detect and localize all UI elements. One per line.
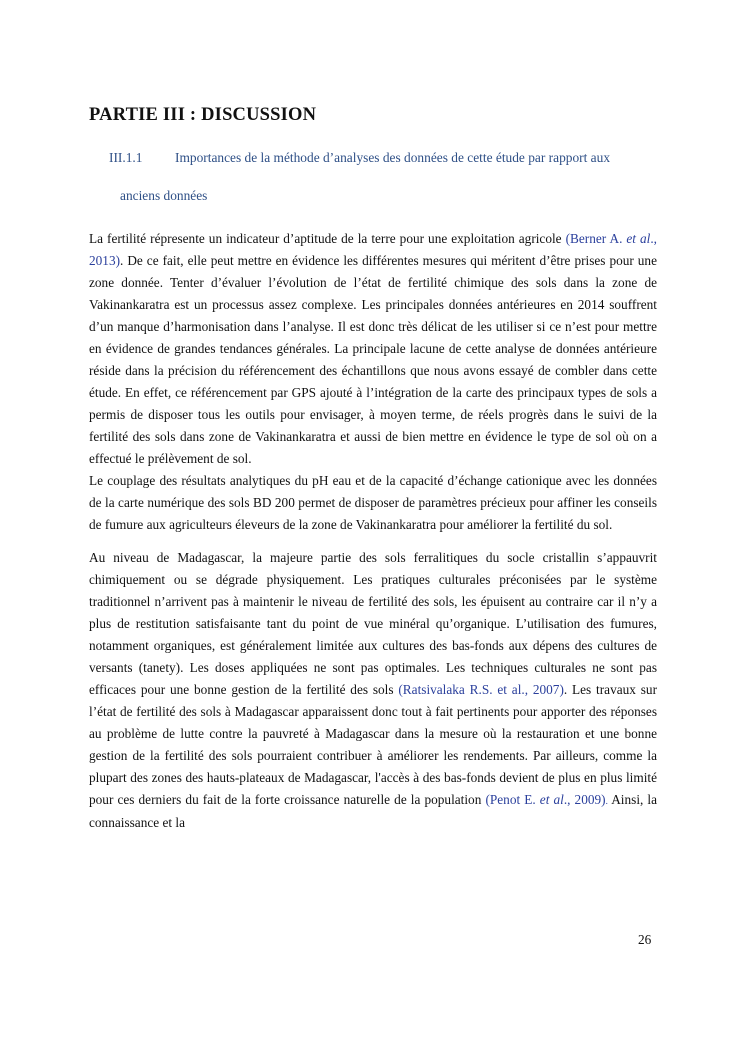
citation-berner-etal: et al — [626, 231, 651, 246]
paragraph-3-text-c: Ainsi, la connaissance et la — [89, 792, 658, 830]
page-title: PARTIE III : DISCUSSION — [89, 105, 317, 125]
section-heading — [109, 150, 669, 214]
section-title-line1: Importances de la méthode d’analyses des données de cette étude par rapport aux — [175, 150, 611, 165]
section-title-line2: anciens données — [120, 188, 208, 203]
paragraph-2: Le couplage des résultats analytiques du pH eau et de la capacité d’échange cationique avec les données de la carte numérique des sols BD 200 permet de disposer de paramètres précieux pour affiner les conseils de fumure aux agriculteurs éleveurs de la zone de Vakinankaratra pour améliorer la fertilité du sol. — [89, 473, 657, 532]
citation-penot-period: . — [605, 796, 608, 806]
citation-berner-year: ., 2013) — [89, 231, 658, 268]
paragraph-1-text-a: La fertilité répresente un indicateur d’aptitude de la terre pour une exploitation agricole — [89, 231, 566, 246]
section-number: III.1.1 — [109, 150, 143, 165]
citation-penot-author: (Penot E. — [485, 792, 540, 807]
paragraph-3 — [89, 547, 657, 834]
section-heading-line1 — [109, 150, 669, 166]
body-text — [89, 228, 657, 834]
paragraph-1-text-b: . De ce fait, elle peut mettre en évidence les différentes mesures qui méritent d’être prises pour une zone donnée. Tenter d’évaluer l’évolution de l’état de fertilité chimique des sols dans la zone de Vakinankaratra est un processus assez complexe. Les principales données antérieures en 2014 souffrent d’un manque d’harmonisation dans l’analyse. Il est donc très délicat de les utiliser si ce n’est pour mettre en évidence de grandes tendances générales. La principale lacune de cette analyse de données antérieure réside dans la précision du référencement des échantillons que nous avons essayé de combler dans cette étude. En effet, ce référencement par GPS ajouté à l’intégration de la carte des principaux types de sols a permis de disposer tous les outils pour envisager, à moyen terme, de réels progrès dans le suivi de la fertilité des sols dans zone de Vakinankaratra et aussi de bien mettre en évidence le type de sol où on a effectué le prélèvement de sol. — [89, 253, 657, 466]
paragraph-3-text-b: . Les travaux sur l’état de fertilité des sols à Madagascar apparaissent donc tout à fait pertinents pour apporter des réponses au problème de lutte contre la pauvreté à Madagascar dans la mesure où la restauration et une bonne gestion de la fertilité des sols pourraient contribuer à améliorer les rendements. Par ailleurs, comme la plupart des zones des hauts-plateaux de Madagascar, l'accès à des bas-fonds devient de plus en plus limité pour ces derniers du fait de la forte croissance naturelle de la population — [89, 682, 657, 807]
citation-berner-author: (Berner A. — [565, 231, 627, 246]
citation-ratsivalaka: (Ratsivalaka R.S. et al., 2007) — [398, 682, 564, 697]
citation-penot-year: ., 2009) — [563, 792, 606, 807]
page-number: 26 — [638, 932, 652, 947]
citation-penot-etal: et al — [539, 792, 564, 807]
paragraph-3-text-a: Au niveau de Madagascar, la majeure partie des sols ferralitiques du socle cristallin s’appauvrit chimiquement ou se dégrade physiquement. Les pratiques culturales préconisées par le système traditionnel n’arrivent pas à maintenir le niveau de fertilité des sols, les épuisent au contraire car il n’y a plus de restitution satisfaisante tant du point de vue minéral qu’organique. L’utilisation des fumures, notamment organiques, est généralement limitée aux cultures des bas-fonds aux dépens des cultures de versants (tanety). Les doses appliquées ne sont pas optimales. Les techniques culturales ne sont pas efficaces pour une bonne gestion de la fertilité des sols — [89, 550, 657, 697]
citation-penot — [485, 792, 607, 807]
paragraph-1 — [89, 228, 657, 470]
